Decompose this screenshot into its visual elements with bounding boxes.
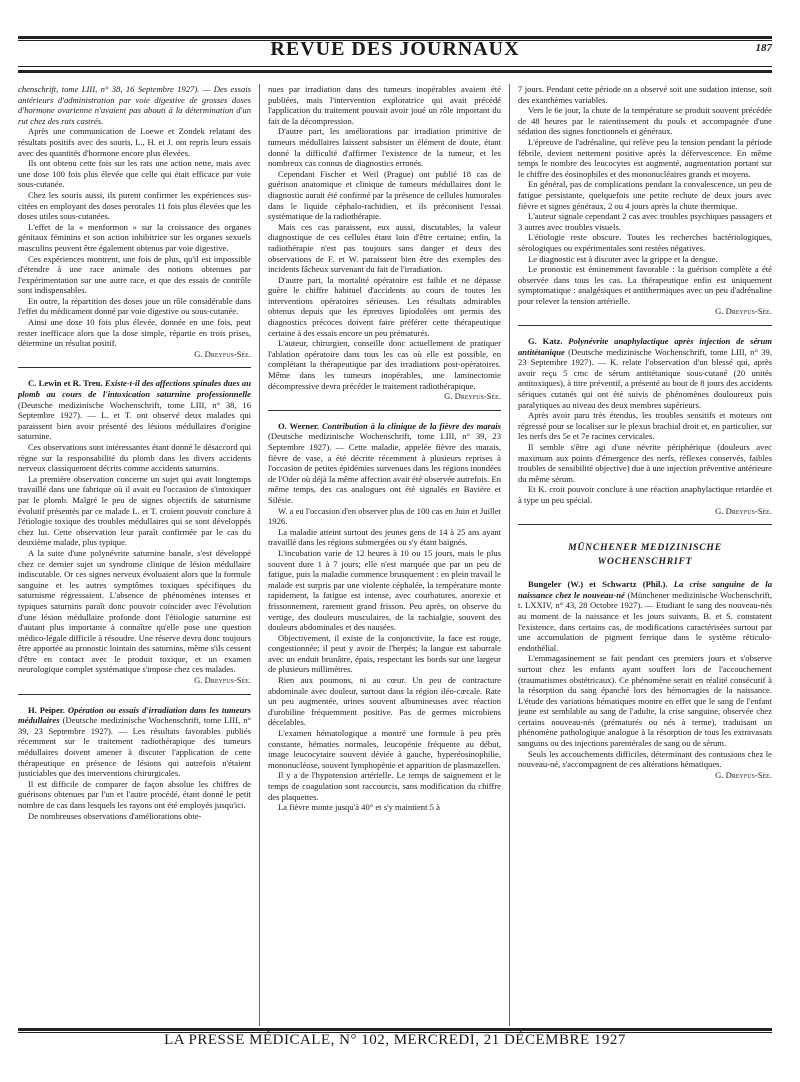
article-separator [18, 367, 251, 368]
paragraph: L'incubation varie de 12 heures à 10 ou 15 jours, mais le plus souvent dure 1 à 7 jours; elle n'est marquée que par un peu de fatigue, puis la maladie commence brusquement : en plein travail le malade est surpris par une violente céphalée, la température monte rapidement, la fatigue est intense, avec courbatures, anorexie et frissonnement, rarement grand frisson. Peu après, on observe du vertige, des douleurs musculaires, de la rachialgie, souvent des douleurs abdominales et des nausées. [268, 547, 501, 633]
paragraph: Mais ces cas paraissent, eux aussi, discutables, la valeur diagnostique de ces cellules étant loin d'être certaine; enfin, la radiothérapie n'est pas toujours sans danger et deux des observations de F. et W. paraissent bien être des exemples des incidents fâcheux survenant du fait de l'irradiation. [268, 221, 501, 275]
header-rule-bottom [18, 66, 772, 67]
paragraph: Chez les souris aussi, ils purent confirmer les expériences sus-citées en employant des doses perorales 11 fois plus élevées que les doses utiles sous-cutanées. [18, 189, 251, 222]
article-title: Existe-t-il des affections spinales dues au plomb au cours de l'intoxication saturnine professionnelle [18, 378, 251, 400]
paragraph: L'auteur, chirurgien, conseille donc actuellement de pratiquer l'ablation opératoire dans tous les cas où elle est possible, en complétant la thérapeutique par des irradiations post-opératoires. Même dans les tumeurs inopérables, une laminectomie décompressive devra précéder le traitement radiothérapique. [268, 338, 501, 391]
paragraph: Rien aux poumons, ni au cœur. Un peu de contracture abdominale avec douleur, surtout dans la région iléo-cæcale. Rate un peu augmentée, urines souvent albumineuses avec réaction d'urobiline fréquemment positive. Pas de germes microbiens décelables. [268, 675, 501, 728]
footer-journal-line: LA PRESSE MÉDICALE, N° 102, MERCREDI, 21 DÉCEMBRE 1927 [164, 1032, 626, 1048]
signature: G. Dreyfus-Sée. [194, 348, 251, 359]
article-heading [18, 378, 251, 442]
article-heading [268, 421, 501, 506]
paragraph: En outre, la répartition des doses joue un rôle considérable dans l'effet du médicament donné par voie digestive ou sous-cutanée. [18, 295, 251, 317]
signature: G. Dreyfus-Sée. [444, 391, 501, 402]
article-source: (Deutsche medizinische Wochenschrift, tome LIII, n° 39, 23 Septembre 1927). — Les résultats favorables publiés récemment sur le traitement radiothérapique des tumeurs médullaires doivent amener à discuter l'application de cette thérapeutique en présence de lésions qui autrefois n'étaient justiciables que des interventions chirurgicales. [18, 715, 251, 779]
journal-section-heading [518, 541, 772, 569]
page-footer [18, 1028, 772, 1052]
article-authors: G. Katz. [528, 336, 563, 347]
article-heading [518, 579, 772, 653]
column-1 [18, 84, 251, 1026]
signature: G. Dreyfus-Sée. [715, 505, 772, 516]
column-3 [518, 84, 772, 1026]
article-authors: Bungeler (W.) et Schwartz (Phil.). [528, 579, 668, 590]
paragraph: Il est difficile de comparer de façon absolue les chiffres de guérisons obtenues par l'un et l'autre procédé, étant donné le petit nombre de cas dans lesquels les rayons ont été employés jusqu'ici. [18, 778, 251, 810]
footer-rule-top [18, 1028, 772, 1031]
paragraph: En général, pas de complications pendant la convalescence, un peu de fatigue persistante, quelquefois une petite rechute de deux jours avec fièvre et signes généraux, 2 ou 4 jours après la chute thermique. [518, 179, 772, 211]
paragraph: nues par irradiation dans des tumeurs inopérables avaient été publiées, mais l'intervention exploratrice qui avait précédé l'application du traitement pouvait avoir joué un rôle important du fait de la décompression. [268, 84, 501, 126]
column-2 [268, 84, 501, 1026]
paragraph: Le diagnostic est à discuter avec la grippe et la dengue. [528, 253, 718, 264]
paragraph: Ces expériences montrent, une fois de plus, qu'il est impossible d'étendre à une race animale des notions obtenues par l'expérimentation sur une autre race, et que des essais de contrôle sont indispensables. [18, 253, 251, 296]
page-title: REVUE DES JOURNAUX [270, 38, 520, 60]
header-rule-bottom-thick [18, 70, 772, 73]
signature: G. Dreyfus-Sée. [715, 306, 772, 317]
paragraph: La fièvre monte jusqu'à 40° et s'y maintient 5 à [278, 802, 440, 813]
paragraph: L'emmagasinement se fait pendant ces premiers jours et s'observe surtout chez les enfants ayant souffert lors de l'accouchement (traumatismes obstétricaux). Ce phénomène serait en réalité consécutif à la résorption du sang épanché lors des hémorragies de la naissance. L'étude des variations hématiques montre en effet que le sang de l'enfant jeune est semblable au sang de l'adulte, la crise sanguine, observée chez certains nouveau-nés (prématurés ou nés à terme), traduisant un phénomène pathologique analogue à la résorption de tous les extravasats sanguins ou des injections parentérales de sang ou de sérum. [518, 653, 772, 749]
section-heading-line: WOCHENSCHRIFT [597, 556, 693, 568]
column-divider [259, 84, 260, 1026]
article-title: La crise sanguine de la naissance chez le nouveau-né [518, 579, 772, 600]
paragraph: L'effet de la « menformon » sur la croissance des organes génitaux féminins et son action inhibitrice sur les organes sexuels masculins peuvent être également obtenus par voie digestive. [18, 221, 251, 253]
article-authors: C. Lewin et R. Treu. [28, 378, 103, 389]
article-source: (Deutsche medizinische Wochenschrift, tome LIII, n° 38, 16 Septembre 1927). — L. et T. ont observé deux malades qui paraissent bien avoir présenté des lésions médullaires d'origine saturnine. [18, 399, 251, 442]
paragraph: De nombreuses observations d'améliorations obte- [28, 810, 202, 821]
page-header [18, 36, 772, 64]
paragraph: L'étiologie reste obscure. Toutes les recherches bactériologiques, sérologiques ou expérimentales sont restées négatives. [518, 232, 772, 253]
article-heading [518, 336, 772, 410]
article-heading [18, 705, 251, 779]
paragraph: 7 jours. Pendant cette période on a observé soit une sudation intense, soit des exanthèmes variables. [518, 84, 772, 105]
article-title: Contribution à la clinique de la fièvre des marais [321, 420, 501, 431]
paragraph: A la suite d'une polynévrite saturnine banale, s'est développé chez ce dernier sujet un syndrome clinique de lésion médullaire indiscutable. Or ces signes nerveux évoluaient alors que la formule sanguine et les autres symptômes toxiques spécifiques du saturnisme régressaient. L'absence de phénomènes intenses et typiques saturnins paraît donc pouvoir coïncider avec l'évolution d'une lésion médullaire profonde dont l'étiologie saturnine est d'autant plus importante à connaître qu'elle pose une question médico-légale difficile à résoudre. Une réserve devra donc toujours être apportée au pronostic lointain des saturnins, même s'ils cessent d'être en contact avec le produit toxique, et un examen neurologique complet systématique s'impose chez ces malades. [18, 547, 251, 675]
paragraph: Le pronostic est éminemment favorable : la guérison complète a été observée dans tous les cas. La thérapeutique enfin est uniquement symptomatique : analgésiques et antithermiques avec un peu d'adrénaline pour relever la tension artérielle. [518, 264, 772, 306]
paragraph: Et K. croit pouvoir conclure à une réaction anaphylactique retardée et à type un peu spécial. [518, 484, 772, 505]
paragraph: L'examen hématologique a montré une formule à peu près constante, hématies normales, leucopénie fréquente au début, image leucocytaire souvent déviée à gauche, hyperéosinophilie, mononucléose, souvent lymphopénie et apparition de plasmazellen. [268, 728, 501, 770]
paragraph: Ils ont obtenu cette fois sur les rats une action nette, mais avec une dose 100 fois plus élevée que celle qui était efficace par voie sous-cutanée. [18, 158, 251, 190]
paragraph: W. a eu l'occasion d'en observer plus de 100 cas en Juin et Juillet 1926. [268, 505, 501, 527]
article-separator [518, 524, 772, 525]
article-authors: O. Werner. [278, 420, 320, 431]
paragraph: Après une communication de Loewe et Zondek relatant des résultats positifs avec des souris, L., H. et J. ont repris leurs essais avec des quantités d'hormone encore plus élevées. [18, 126, 251, 158]
paragraph: L'auteur signale cependant 2 cas avec troubles psychiques passagers et 3 autres avec troubles visuels. [518, 211, 772, 232]
article-source: (Deutsche medizinische Wochenschrift, tome LIII, n° 39, 23 Septembre 1927). — K. relate l'observation d'un blessé qui, après avoir reçu 5 cmc de sérum antitétanique sous-cutané (20 unités antitoxiques), à titre préventif, a présenté au bout de 8 jours des accidents sériques cutanés qui ont été suivis de phénomènes douloureux puis paralytiques au niveau des deux membres supérieurs. [518, 346, 772, 410]
article-title: Polynévrite anaphylactique après injection de sérum antitétanique [518, 336, 772, 357]
paragraph: La maladie atteint surtout des jeunes gens de 14 à 25 ans ayant travaillé dans les régions submergées ou s'y étant baignés. [268, 526, 501, 548]
paragraph: Objectivement, il existe de la conjonctivite, la face est rouge, congestionnée; il peut y avoir de l'herpès; la langue est saburrale avec un enduit brunâtre, épais, respectant les bords sur une largeur de plusieurs millimètres. [268, 632, 501, 675]
article-separator [18, 694, 251, 695]
signature: G. Dreyfus-Sée. [715, 769, 772, 780]
paragraph: Il y a de l'hypotension artérielle. Le temps de saignement et le temps de coagulation sont raccourcis, sans modification du chiffre des plaquettes. [268, 770, 501, 802]
paragraph: Ainsi une dose 10 fois plus élevée, donnée en une fois, peut rester inefficace alors que la dose simple, répartie en trois prises, détermine un résultat positif. [18, 317, 251, 349]
paragraph: Vers le 6e jour, la chute de la température se produit souvent précédée de 48 heures par le raientissement du pouls et accompagnée d'une sédation des signes fonctionnels et généraux. [518, 105, 772, 137]
paragraph: La première observation concerne un sujet qui avait longtemps travaillé dans une fabrique où il avait eu l'occasion de s'intoxiquer par le plomb. Malgré le peu de signes objectifs de saturnisme évolutif présentés par ce malade L. et T. croient pouvoir conclure à l'étiologie toxique des troubles médullaires qui se sont développés chez lui. Cette observation leur paraît confirmée par le cas du deuxième malade, plus typique. [18, 473, 251, 548]
paragraph: Seuls les accouchements difficiles, déterminant des contusions chez le nouveau-né, s'accompagnent de ces altérations hématiques. [518, 748, 772, 770]
article-title: Opération ou essais d'irradiation dans les tumeurs médullaires [18, 704, 251, 726]
paragraph: D'autre part, la mortalité opératoire est faible et ne dépasse guère le chiffre habituel d'accidents au cours de toutes les interventions opératoires sérieuses. Les résultats admirables obtenus depuis que les épreuves lipiodolées ont permis des diagnostics précoces doivent faire préférer cette thérapeutique certaine à des essais encore un peu prématurés. [268, 274, 501, 338]
article-separator [268, 410, 501, 411]
page-number: 187 [755, 42, 772, 54]
article-source: (Münchener medizinische Wochenschrift, t. LXXIV, n° 43, 28 Octobre 1927). — Etudiant le sang des nouveau-nés au moment de la naissance et les jours suivants, B. et S. constatent l'existence, dans certains cas, de modifications caractérisées surtout par une accumulation de pigment ferrique dans le système réticulo-endothélial. [518, 589, 772, 653]
article-separator [518, 325, 772, 326]
column-divider [509, 84, 510, 1026]
paragraph: L'épreuve de l'adrénaline, qui relève peu la tension pendant la période fébrile, devient nettement positive après la défervescence. En même temps le nombre des leucocytes est augmenté, augmentation portant sur le chiffre des éosinophiles et des mononucléaires grands et moyens. [518, 136, 772, 179]
section-heading-line: MÜNCHENER MEDIZINISCHE [568, 542, 722, 554]
paragraph: Cependant Fischer et Weil (Prague) ont publié 18 cas de guérison anatomique et clinique de tumeurs médullaires dont le diagnostic aurait été confirmé par la présence de cellules humorales dans le liquide céphalo-rachidien, et ils préconisent l'essai systématique de la radiothérapie. [268, 168, 501, 222]
signature: G. Dreyfus-Sée. [194, 675, 251, 686]
article-authors: H. Peiper. [28, 704, 65, 715]
paragraph: Il semble s'être agi d'une névrite périphérique (douleurs avec maximum aux points d'émergence des nerfs, réflexes conservés, faibles troubles de sensibilité objective) due à une injection préventive antérieure du même sérum. [518, 442, 772, 484]
paragraph: Après avoir paru très étendus, les troubles sensitifs et moteurs ont régressé pour se localiser sur le plexus brachial droit et, en particulier, sur les nerfs des 5e et 7e racines cervicales. [518, 410, 772, 442]
paragraph: Ces observations sont intéressantes étant donné le désaccord qui règne sur la responsabilité du plomb dans les divers accidents nerveux classiquement décrits comme accidents saturnins. [18, 442, 251, 474]
paragraph: chenschrift, tome LIII, n° 38, 16 Septembre 1927). — Des essais antérieurs d'administration par voie digestive de grosses doses d'hormone ovarienne n'avaient pas abouti à la détermination d'un rut chez des rats castrés. [18, 84, 251, 126]
paragraph: D'autre part, les améliorations par irradiation primitive de tumeurs médullaires laissent subsister un élément de doute, étant donné la difficulté d'affirmer l'existence de la tumeur, et les nombreux cas connus de diagnostics erronés. [268, 126, 501, 169]
article-source: (Deutsche medizinische Wochenschrift, tome LIII, n° 39, 23 Septembre 1927). — Cette maladie, appelée fièvre des marais, fièvre de vase, a été décrite récemment à plusieurs reprises à l'occasion de petites épidémies survenues dans les régions inondées de l'Oder où déjà la même affection avait été observée autrefois. En même temps, des cas analogues ont été signalés en Bavière et Silésie. [268, 431, 501, 505]
